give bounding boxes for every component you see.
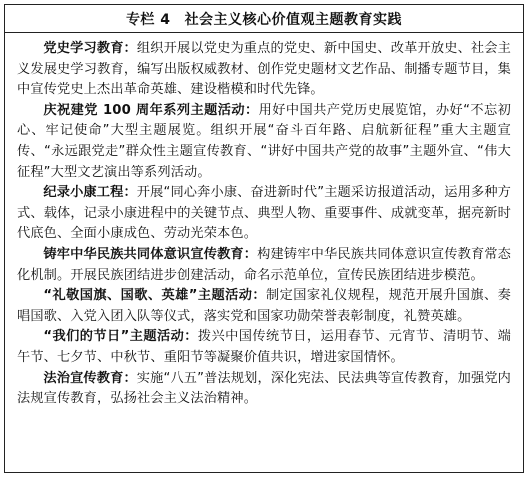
paragraph-ethnic-unity <box>17 245 511 286</box>
paragraph-text: 实施“八五”普法规划，深化宪法、民法典等宣传教育，加强党内法规宣传教育，弘扬社会主义法治精神。 <box>17 370 511 407</box>
paragraph-text: 拨兴中国传统节日，运用春节、元宵节、清明节、端午节、七夕节、中秋节、重阳节等凝聚价值共识，增进家国情怀。 <box>17 329 511 365</box>
paragraph-lead: 党史学习教育： <box>43 41 137 56</box>
paragraph-centenary <box>17 101 511 183</box>
paragraph-lead: 法治宣传教育： <box>43 370 137 386</box>
paragraph-text: 制定国家礼仪规程，规范开展升国旗、奏唱国歌、入党入团入队等仪式，落实党和国家功勋荣誉表彰制度，礼赞英雄。 <box>17 288 512 324</box>
paragraph-lead: “我们的节日”主题活动： <box>43 329 198 345</box>
paragraph-rule-of-law <box>17 369 511 410</box>
paragraph-text: 构建铸牢中华民族共同体意识宣传教育常态化机制。开展民族团结进步创建活动，命名示范单位，宣传民族团结进步模范。 <box>17 246 511 283</box>
paragraph-lead: “礼敬国旗、国歌、英雄”主题活动： <box>43 288 267 304</box>
paragraph-lead: 铸牢中华民族共同体意识宣传教育： <box>43 246 258 262</box>
paragraph-text: 开展“同心奔小康、奋进新时代”主题采访报道活动，运用多种方式、载体，记录小康进程中的关键节点、典型人物、重要事件、成就变革，据亮新时代底色、全面小康成色、劳动光荣本色。 <box>17 185 511 242</box>
paragraph-lead: 庆祝建党 100 周年系列主题活动： <box>43 102 259 118</box>
paragraph-xiaokang <box>17 183 511 245</box>
box-label: 专栏 4 <box>125 11 171 28</box>
paragraph-party-history <box>17 39 511 101</box>
paragraph-text: 组织开展以党史为重点的党史、新中国史、改革开放史、社会主义发展史学习教育，编写出版权威教材、创作党史题材文艺作品、制播专题节目，集中宣传党史上杰出革命英雄、建设楷模和时代先锋。 <box>17 41 511 98</box>
paragraph-festivals <box>17 327 511 368</box>
box-header <box>5 5 523 33</box>
sidebar-box <box>4 4 524 473</box>
box-title: 社会主义核心价值观主题教育实践 <box>184 11 403 28</box>
paragraph-lead: 纪录小康工程： <box>43 185 137 201</box>
paragraph-text: 用好中国共产党历史展览馆，办好“不忘初心、牢记使命”大型主题展览。组织开展“奋斗百年路、启航新征程”重大主题宣传、“永远跟党走”群众性主题宣传教育、“讲好中国共产党的故事”主题外宣、“伟大征程”大型文艺演出等系列活动。 <box>17 102 511 180</box>
paragraph-flag-anthem <box>17 286 511 327</box>
box-content <box>5 33 523 414</box>
